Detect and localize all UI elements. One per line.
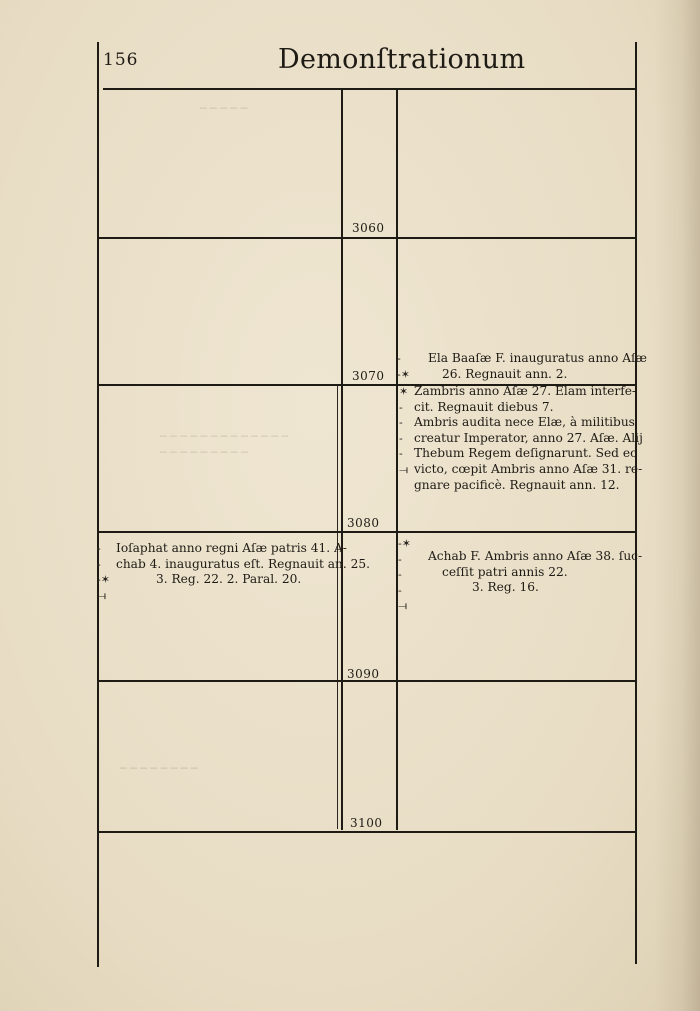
year-column-left-rule [341,88,343,830]
entry-line: 26. Regnauit ann. 2. [442,366,568,381]
bleed-through-text: ─ ─ ─ ─ ─ ─ ─ ─ ─ [160,446,248,459]
entry-line: Thebum Regem deſignarunt. Sed eo [414,446,638,461]
bleed-through-text: ─ ─ ─ ─ ─ ─ ─ ─ [120,762,198,775]
year-label: 3100 [350,816,383,830]
year-label: 3090 [347,667,380,681]
entry-line: 3. Reg. 22. 2. Paral. 20. [156,572,302,587]
entry-text [116,541,370,588]
year-label: 3070 [352,369,385,383]
bleed-through-text: ─ ─ ─ ─ ─ [200,102,248,115]
row-rule-5 [99,831,635,833]
page-gutter-shadow [654,0,700,1011]
year-label: 3080 [347,516,380,530]
entry-line: Zambris anno Aſæ 27. Elam interfe- [414,384,637,398]
margin-marks: -✶ - - - ⟞ [398,537,411,613]
right-border-rule [635,42,637,964]
running-head: Demonſtrationum [278,44,526,75]
entry-line: Ela Baaſæ F. inauguratus anno Aſæ [428,351,647,365]
year-column-right-rule [396,88,398,830]
entry-text [414,384,643,493]
header-rule [103,88,635,90]
entry-line: Ioſaphat anno regni Aſæ patris 41. A- [116,541,347,555]
entry-text [428,351,647,382]
margin-marks: ✶ - - - - ⟞ [399,385,409,476]
row-rule-1 [99,237,635,239]
entry-line: chab 4. inauguratus eſt. Regnauit an. 25. [116,556,371,571]
entry-line: victo, cœpit Ambris anno Aſæ 31. re- [414,461,643,476]
entry-line: gnare pacificè. Regnauit ann. 12. [414,477,620,492]
entry-line: cit. Regnauit diebus 7. [414,399,554,414]
bleed-through-text: ─ ─ ─ ─ ─ ─ ─ ─ ─ ─ ─ ─ ─ [160,430,289,443]
year-label: 3060 [352,221,385,235]
entry-line: Achab F. Ambris anno Aſæ 38. ſuc- [428,549,643,563]
entry-line: 3. Reg. 16. [472,580,539,595]
entry-line: ceſſit patri annis 22. [442,564,568,579]
inner-left-rule [337,386,338,829]
entry-line: creatur Imperator, anno 27. Aſæ. Alij [414,430,643,445]
entry-line: Ambris audita nece Elæ, à militibus [414,415,635,430]
entry-text [428,549,642,596]
margin-marks: - -✶ [397,352,410,381]
left-border-rule [97,42,99,967]
page-number: 156 [103,50,139,70]
row-rule-3 [99,531,635,533]
margin-marks: - - -✶ ⟞ [97,542,110,602]
